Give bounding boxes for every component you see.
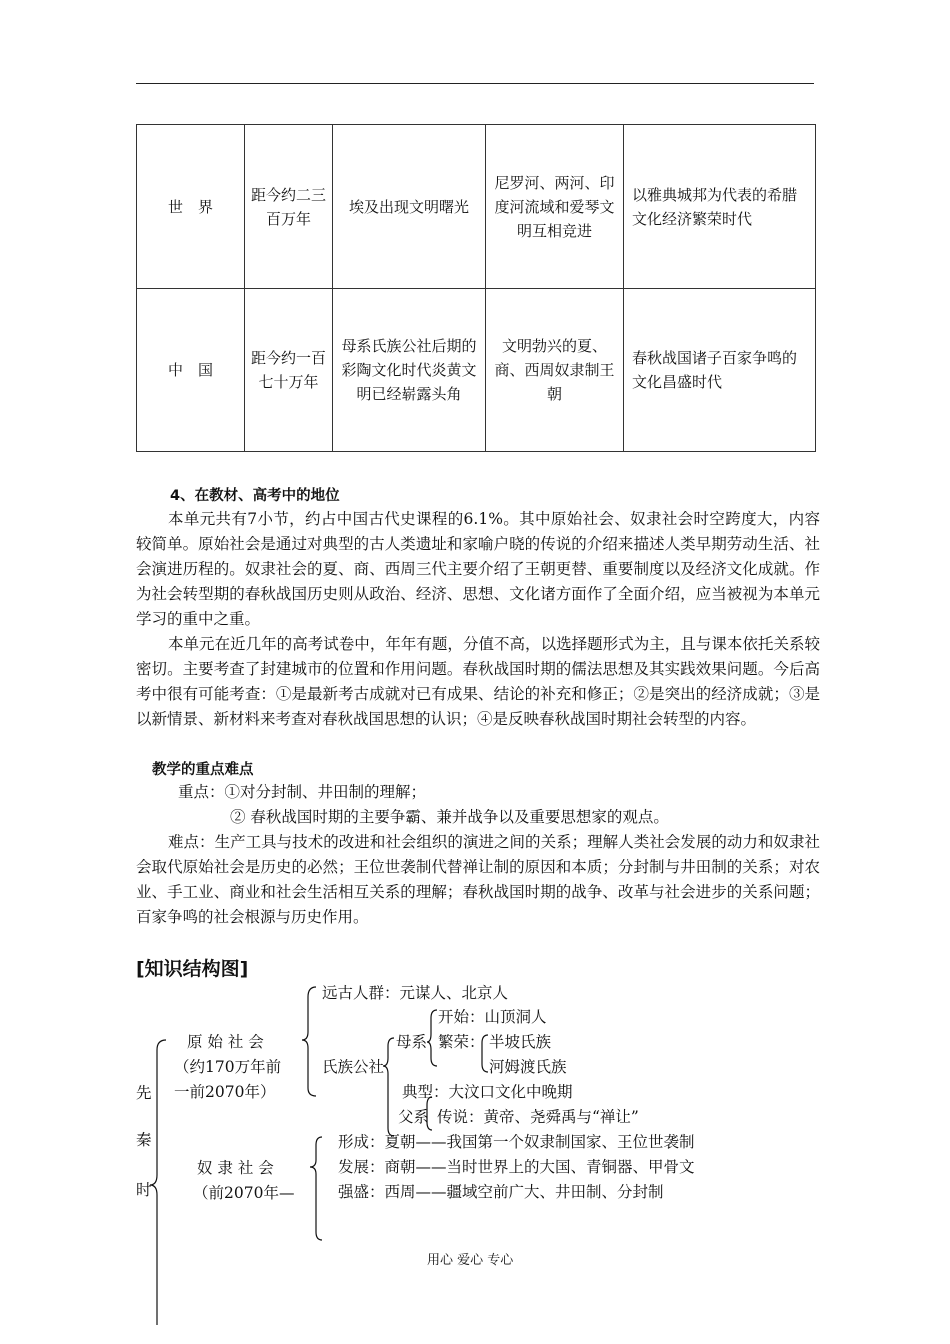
slave-period: （前2070年— (193, 1184, 295, 1202)
shizu-gongshe: 氏族公社 (322, 1058, 385, 1076)
muxi: 母系 (396, 1033, 428, 1051)
table-cell: 距今约一百七十万年 (245, 289, 333, 452)
bracket-primitive (302, 987, 316, 1096)
label-shi: 时 (136, 1181, 152, 1199)
table-cell: 春秋战国诸子百家争鸣的文化昌盛时代 (624, 289, 816, 452)
structure-title: [知识结构图] (136, 958, 249, 980)
yuangu-renqun: 远古人群：元谋人、北京人 (322, 984, 509, 1002)
table-cell: 中 国 (137, 289, 245, 452)
primitive-period-2: 一前2070年） (174, 1083, 276, 1101)
table-cell: 尼罗河、两河、印度河流域和爱琴文明互相竞进 (486, 125, 624, 289)
bracket-muxi (427, 1010, 437, 1066)
fuxi: 父系 (398, 1108, 430, 1126)
keypoints-heading: 教学的重点难点 (152, 762, 254, 778)
bracket-shizu (383, 1038, 394, 1136)
primitive-society: 原 始 社 会 (187, 1033, 264, 1051)
bracket-xianqin (150, 1040, 166, 1325)
keypoint-2: ② 春秋战国时期的主要争霸、兼并战争以及重要思想家的观点。 (230, 808, 669, 826)
kaishi: 开始：山顶洞人 (438, 1008, 547, 1026)
table-cell: 世 界 (137, 125, 245, 289)
table-cell: 母系氏族公社后期的彩陶文化时代炎黄文明已经崭露头角 (333, 289, 486, 452)
dianxing: 典型：大汶口文化中晚期 (402, 1083, 573, 1101)
table-cell: 埃及出现文明曙光 (333, 125, 486, 289)
label-qin: 秦 (136, 1131, 152, 1149)
table-cell: 以雅典城邦为代表的希腊文化经济繁荣时代 (624, 125, 816, 289)
fazhan: 发展：商朝——当时世界上的大国、青铜器、甲骨文 (338, 1158, 695, 1176)
banpo: 半坡氏族 (489, 1033, 552, 1051)
qiangsheng: 强盛：西周——疆域空前广大、井田制、分封制 (338, 1183, 664, 1201)
chuanshuo: 传说：黄帝、尧舜禹与“禅让” (437, 1108, 639, 1126)
table-cell: 距今约二三百万年 (245, 125, 333, 289)
slave-society: 奴 隶 社 会 (197, 1159, 274, 1177)
table-cell: 文明勃兴的夏、商、西周奴隶制王朝 (486, 289, 624, 452)
section-heading: 4、在教材、高考中的地位 (170, 488, 340, 504)
label-xian: 先 (136, 1084, 152, 1102)
xingcheng: 形成：夏朝——我国第一个奴隶制国家、王位世袭制 (338, 1133, 695, 1151)
difficulties: 难点：生产工具与技术的改进和社会组织的演进之间的关系；理解人类社会发展的动力和奴隶社会取代原始社会是历史的必然；王位世袭制代替禅让制的原因和本质；分封制与井田制的关系；对农业、手工业、商业和社会生活相互关系的理解；春秋战国时期的战争、改革与社会进步的关系问题；百家争鸣的社会根源与历史作用。 (136, 833, 820, 926)
hemudu: 河姆渡氏族 (489, 1058, 567, 1076)
keypoint-1: 重点：①对分封制、井田制的理解； (178, 783, 427, 801)
bracket-slave (310, 1137, 322, 1240)
primitive-period-1: （约170万年前 (174, 1058, 282, 1076)
footer: 用心 爱心 专心 (427, 1253, 514, 1268)
paragraph-1: 本单元共有7小节，约占中国古代史课程的6.1%。其中原始社会、奴隶社会时空跨度大，内容较简单。原始社会是通过对典型的古人类遗址和家喻户晓的传说的介绍来描述人类早期劳动生活、社会演进历程的。奴隶社会的夏、商、西周三代主要介绍了王朝更替、重要制度以及经济文化成就。作为社会转型期的春秋战国历史则从政治、经济、思想、文化诸方面作了全面介绍，应当被视为本单元学习的重中之重。 (136, 510, 820, 628)
fanrong: 繁荣： (438, 1033, 485, 1051)
paragraph-2: 本单元在近几年的高考试卷中，年年有题，分值不高，以选择题形式为主，且与课本依托关系较密切。主要考查了封建城市的位置和作用问题。春秋战国时期的儒法思想及其实践效果问题。今后高考中很有可能考查：①是最新考古成就对已有成果、结论的补充和修正；②是突出的经济成就；③是以新情景、新材料来考查对春秋战国思想的认识；④是反映春秋战国时期社会转型的内容。 (136, 635, 820, 728)
